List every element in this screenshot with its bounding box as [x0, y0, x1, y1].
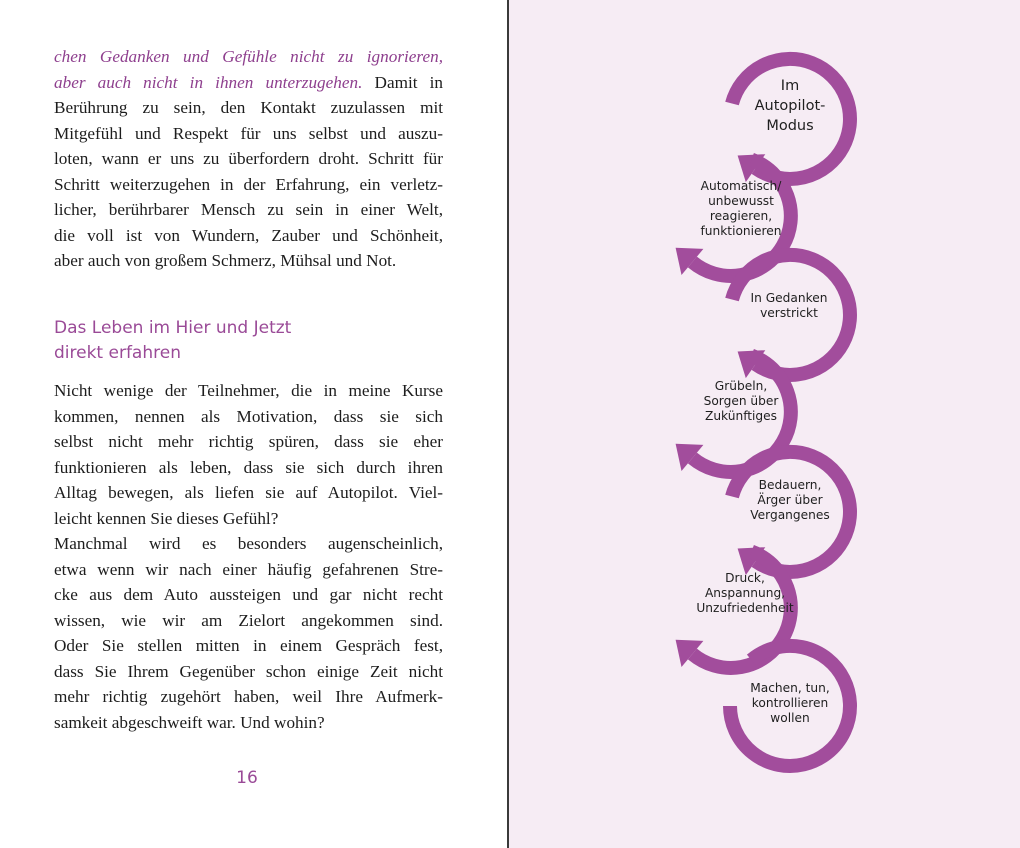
- step-label-line: reagieren,: [709, 209, 773, 223]
- step-label-line: Druck,: [725, 571, 765, 585]
- text-line: funktionieren als leben, dass sie sich durch ihren: [54, 457, 443, 477]
- text-line: Schritt weiterzugehen in der Erfahrung, ein verletz-: [54, 174, 443, 194]
- text-line: Berührung zu sein, den Kontakt zuzulassen mit: [54, 98, 443, 117]
- step-label-line: Bedauern,: [758, 478, 822, 492]
- step-label-line: verstrickt: [760, 306, 818, 320]
- step-label-line: Machen, tun,: [750, 681, 830, 695]
- step-label: [750, 681, 829, 725]
- step-label-line: Zukünftiges: [704, 409, 778, 423]
- heading-line: Das Leben im Hier und Jetzt: [54, 318, 292, 338]
- text-line: dass Sie Ihrem Gegenüber schon einige Zeit nicht: [54, 661, 443, 681]
- text-line: leicht kennen Sie dieses Gefühl?: [54, 508, 279, 528]
- step-label-line: Ärger über: [757, 493, 823, 507]
- step-label-line: Modus: [766, 118, 814, 134]
- text-line: kommen, nennen als Motivation, dass sie sich: [54, 406, 443, 426]
- text-line: chen Gedanken und Gefühle nicht zu ignorieren,: [54, 47, 443, 66]
- text-line: Manchmal wird es besonders augenscheinlich,: [54, 534, 443, 553]
- step-label-line: Automatisch/: [700, 179, 782, 193]
- text-line: die voll ist von Wundern, Zauber und Schönheit,: [54, 225, 443, 245]
- text-line: Oder Sie stellen mitten in einem Gespräch fest,: [54, 636, 443, 655]
- left-page: [0, 0, 508, 848]
- step-label-line: funktionieren: [700, 224, 782, 238]
- italic-phrase: aber auch nicht in ihnen unterzugehen.: [54, 72, 363, 92]
- step-label: [701, 179, 783, 238]
- step-label-line: Unzufriedenheit: [696, 601, 794, 615]
- text-line: Nicht wenige der Teilnehmer, die in meine Kurse: [54, 381, 443, 400]
- text-line: Alltag bewegen, als liefen sie auf Autopilot. Viel-: [54, 483, 443, 502]
- step-label-line: In Gedanken: [750, 291, 828, 305]
- step-label-line: Grübeln,: [714, 379, 768, 393]
- text-line: aber auch von großem Schmerz, Mühsal und Not.: [54, 251, 397, 270]
- heading-line: direkt erfahren: [54, 343, 181, 363]
- right-page: [509, 0, 1020, 848]
- text-line: loten, wann er uns zu überfordern droht. Schritt für: [54, 149, 443, 168]
- paragraph-intro: [54, 44, 443, 274]
- step-label-line: Sorgen über: [703, 394, 779, 408]
- step-label: [751, 291, 828, 320]
- page-number: 16: [236, 768, 258, 788]
- step-label-line: Im: [780, 78, 800, 94]
- step-label-line: unbewusst: [708, 194, 774, 208]
- text-line: [54, 70, 443, 96]
- step-label-line: Autopilot-: [754, 98, 826, 114]
- text-line: Mitgefühl und Respekt für uns selbst und auszu-: [54, 123, 443, 143]
- section-heading: [54, 316, 291, 366]
- text-fragment: Damit in: [362, 72, 443, 92]
- text-line: wissen, wie wir am Zielort angekommen sind.: [54, 610, 443, 630]
- text-line: samkeit abgeschweift war. Und wohin?: [54, 712, 325, 732]
- step-label-line: Vergangenes: [750, 508, 830, 522]
- step-label-line: Anspannung,: [704, 586, 786, 600]
- text-line: selbst nicht mehr richtig spüren, dass sie eher: [54, 432, 443, 451]
- autopilot-cycle-diagram: [509, 0, 1020, 848]
- step-label: [704, 379, 780, 423]
- text-line: etwa wenn wir nach einer häufig gefahrenen Stre-: [54, 559, 443, 579]
- paragraph-body: [54, 378, 443, 735]
- step-label-line: wollen: [770, 711, 810, 725]
- step-label: [750, 478, 829, 522]
- text-line: licher, berührbarer Mensch zu sein in einer Welt,: [54, 200, 443, 219]
- step-label: [755, 78, 826, 134]
- text-line: cke aus dem Auto aussteigen und gar nicht recht: [54, 585, 443, 604]
- step-label-line: kontrollieren: [751, 696, 829, 710]
- text-line: mehr richtig zugehört haben, weil Ihre Aufmerk-: [54, 687, 443, 706]
